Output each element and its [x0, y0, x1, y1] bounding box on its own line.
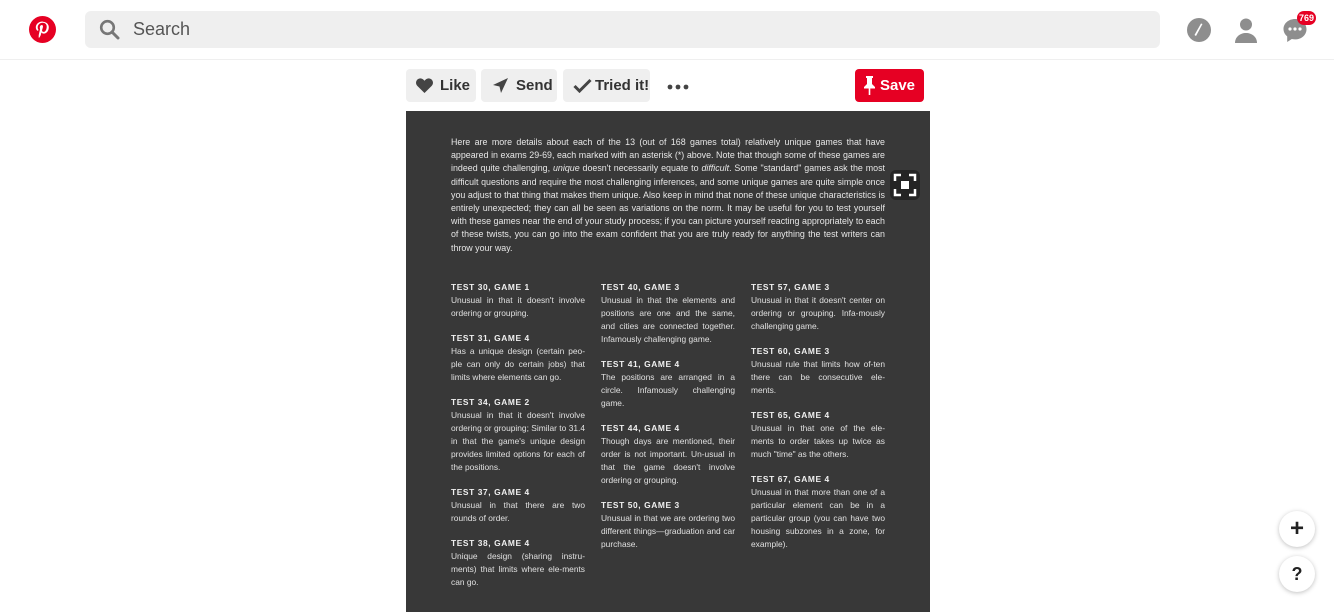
help-icon: ?	[1291, 563, 1303, 584]
game-entry: TEST 65, GAME 4 Unusual in that one of the ele-ments to order takes up twice as much "time" as the others.	[751, 410, 885, 459]
profile-icon[interactable]	[1232, 16, 1260, 44]
search-icon	[99, 19, 120, 40]
intro-paragraph: Here are more details about each of the 13 (out of 168 games total) relatively unique games that have appeared in exams 29-69, each marked with an asterisk (*) above. Note that though some of these games are indeed quite challenging, unique doesn't necessarily equate to difficult. Some "standard" games ask the most difficult questions and require the most challenging inferences, and some unique games are quite simple once you adjust to that thing that makes them unique. Also keep in mind that none of these unique characteristics is entirely unexpected; they can all be seen as variations on the norm. It may be useful for you to test yourself with these games near the end of your study process; if you can picture yourself reacting appropriately to each of these twists, you can go into the exam confident that you are truly ready for anything the test writers can throw your way.	[451, 137, 885, 253]
explore-icon[interactable]	[1185, 16, 1213, 44]
expand-icon[interactable]	[890, 170, 920, 200]
game-entry: TEST 40, GAME 3 Unusual in that the elements and positions are one and the same, and cities are connected together. Infamously challenging game.	[601, 282, 735, 344]
send-label: Send	[516, 77, 553, 94]
games-column-2	[601, 281, 735, 563]
tried-it-button[interactable]	[563, 69, 650, 102]
heart-icon	[416, 78, 433, 93]
game-entry: TEST 34, GAME 2 Unusual in that it doesn't involve ordering or grouping; Similar to 31.4 in that the game's unique design provides limited options for each of the positions.	[451, 397, 585, 472]
games-column-3	[751, 281, 885, 563]
checkmark-icon	[573, 78, 592, 93]
pinterest-logo-icon[interactable]	[29, 16, 56, 43]
game-entry: TEST 60, GAME 3 Unusual rule that limits how of-ten there can be consecutive ele-ments.	[751, 346, 885, 395]
send-icon	[492, 77, 509, 94]
game-entry: TEST 67, GAME 4 Unusual in that more than one of a particular element can be in a particular group (you can have two housing subzones in a zone, for example).	[751, 474, 885, 549]
game-entry: TEST 37, GAME 4 Unusual in that there are two rounds of order.	[451, 487, 585, 523]
tried-it-label: Tried it!	[595, 77, 650, 94]
save-button[interactable]	[855, 69, 924, 102]
help-button[interactable]	[1279, 556, 1315, 592]
add-button[interactable]	[1279, 511, 1315, 547]
save-label: Save	[879, 77, 916, 94]
plus-icon: +	[1289, 515, 1304, 542]
game-entry: TEST 31, GAME 4 Has a unique design (certain peo-ple can only do certain jobs) that limits where elements can go.	[451, 333, 585, 382]
pin-image[interactable]	[406, 111, 930, 612]
search-bar[interactable]	[85, 11, 1160, 48]
pushpin-icon	[864, 76, 875, 95]
notification-badge: 769	[1299, 13, 1315, 23]
game-entry: TEST 44, GAME 4 Though days are mentioned, their order is not important. Un-usual in that the game doesn't involve ordering or grouping.	[601, 423, 735, 485]
game-entry: TEST 38, GAME 4 Unique design (sharing instru-ments) that limits where ele-ments can go.	[451, 538, 585, 587]
game-entry: TEST 41, GAME 4 The positions are arranged in a circle. Infamously challenging game.	[601, 359, 735, 408]
games-column-1	[451, 281, 585, 601]
more-options-icon[interactable]	[667, 84, 689, 90]
send-button[interactable]	[481, 69, 557, 102]
game-entry: TEST 57, GAME 3 Unusual in that it doesn't center on ordering or grouping. Infa-mously challenging game.	[751, 282, 885, 331]
like-button[interactable]	[406, 69, 476, 102]
game-entry: TEST 30, GAME 1 Unusual in that it doesn't involve ordering or grouping.	[451, 282, 585, 318]
top-navigation-bar	[0, 0, 1334, 60]
like-label: Like	[440, 77, 471, 94]
game-entry: TEST 50, GAME 3 Unusual in that we are ordering two different things—graduation and car purchase.	[601, 500, 735, 549]
search-input[interactable]	[133, 11, 1133, 48]
